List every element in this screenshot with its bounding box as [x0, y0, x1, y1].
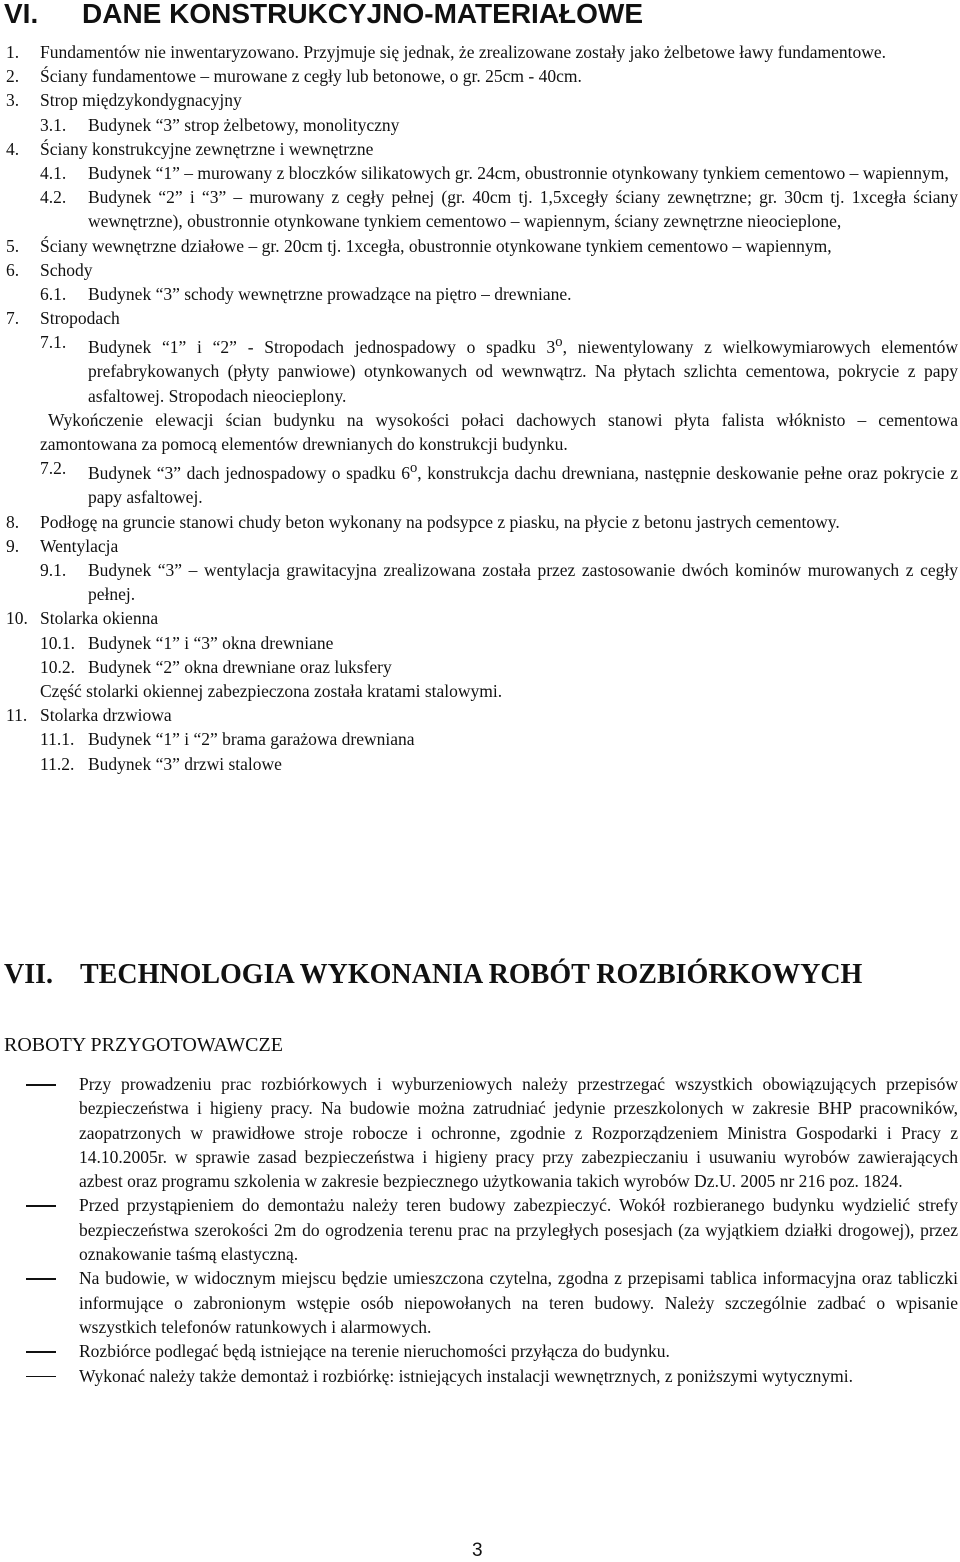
bullet-text: Rozbiórce podlegać będą istniejące na terenie nieruchomości przyłącza do budynku. [79, 1341, 670, 1362]
item-number: 1. [6, 42, 20, 62]
bullet-text: Na budowie, w widocznym miejscu będzie umieszczona czytelna, zgodna z przepisami tablica informacyjna oraz tabliczki informujące o zabronionym wstępie osób niepowołanych na teren budowy. Należy szczególnie zadbać o wpisanie wszystkich telefonów ratunkowych i alarmowych. [79, 1268, 958, 1337]
item-text: Strop międzykondygnacyjny [40, 90, 242, 111]
item-text: Ściany wewnętrzne działowe – gr. 20cm tj. 1xcegła, obustronnie otynkowane tynkiem cementowo – wapiennym, [40, 235, 832, 256]
bullet-text: Przed przystąpieniem do demontażu należy teren budowy zabezpieczyć. Wokół rozbieranego budynku wydzielić strefy bezpieczeństwa szerokości 2m do ogrodzenia terenu prac na przyległych posesjach (za wyjątkiem działki drogowej), przez oznakowanie taśmą elastyczną. [79, 1195, 958, 1265]
item-number: 4. [6, 138, 20, 159]
dash-bullet-icon [26, 1376, 56, 1378]
degree-superscript: o [409, 460, 418, 477]
item-text: Budynek “3” strop żelbetowy, monolityczny [88, 114, 400, 135]
item-text: Stolarka okienna [40, 608, 159, 629]
list-item [0, 306, 960, 330]
item-text: Stolarka drzwiowa [40, 705, 172, 726]
bullet-text: Przy prowadzeniu prac rozbiórkowych i wyburzeniowych należy przestrzegać wszystkich obowiązujących przepisów bezpieczeństwa i higieny pracy. Na budowie można zatrudniać jedynie przeszkolonych w zakresie BHP pracowników, zaopatrzonych w prawidłowe stroje robocze i ochronne, zgodnie z Rozporządzeniem Ministra Gospodarki i Pracy z 14.10.2005r. w sprawie zasad bezpieczeństwa i higieny pracy przy zabezpieczaniu i usuwaniu wyrobów zawierających azbest oraz programu szkolenia w zakresie bezpiecznego użytkowania takich wyrobów Dz.U. 2005 nr 216 poz. 1824. [79, 1074, 958, 1192]
item-number: 4.1. [40, 163, 67, 184]
item-text: Część stolarki okiennej zabezpieczona została kratami stalowymi. [40, 680, 503, 701]
list-item [0, 185, 960, 233]
item-text: Wentylacja [40, 535, 119, 556]
item-text: Podłogę na gruncie stanowi chudy beton wykonany na podsypce z piasku, na płycie z betonu jastrych cementowy. [40, 511, 840, 532]
list-item [0, 510, 960, 534]
page-number: 3 [472, 1540, 483, 1561]
section-number: VII. [4, 959, 54, 990]
bullet-item [0, 1266, 960, 1339]
item-number: 10.1. [40, 632, 75, 653]
bullet-item [0, 1364, 960, 1388]
item-text: Schody [40, 259, 93, 280]
item-number: 11.1. [40, 729, 75, 750]
list-item [0, 161, 960, 185]
bullet-item [0, 1193, 960, 1266]
item-number: 9. [6, 535, 20, 556]
dash-bullet-icon [26, 1278, 56, 1280]
section-heading-vii [4, 958, 862, 992]
item-text: Budynek “1” – murowany z bloczków silikatowych gr. 24cm, obustronnie otynkowany tynkiem cementowo – wapiennym, [88, 163, 949, 184]
section-number: VI. [4, 0, 39, 29]
item-text: Wykończenie elewacji ścian budynku na wysokości połaci dachowych stanowi płyta falista włóknisto – cementowa zamontowana za pomocą elementów drewnianych do konstrukcji budynku. [40, 409, 958, 455]
item-number: 10.2. [40, 656, 75, 677]
bullet-item [0, 1072, 960, 1193]
bullet-item [0, 1339, 960, 1363]
item-text: Fundamentów nie inwentaryzowano. Przyjmuje się jednak, że zrealizowane zostały jako żelbetowe ławy fundamentowe. [40, 42, 887, 62]
item-text: Stropodach [40, 308, 120, 329]
item-number: 4.2. [40, 187, 67, 208]
item-number: 3.1. [40, 114, 67, 135]
list-item [0, 88, 960, 112]
list-item [0, 234, 960, 258]
degree-superscript: o [555, 334, 563, 351]
item-number: 2. [6, 66, 20, 87]
item-number: 7. [6, 308, 20, 329]
item-text: Budynek “1” i “3” okna drewniane [88, 632, 334, 653]
list-item [0, 40, 960, 64]
list-item [0, 113, 960, 137]
section-title: TECHNOLOGIA WYKONANIA ROBÓT ROZBIÓRKOWYCH [80, 959, 863, 990]
list-item [0, 282, 960, 306]
item-text: Budynek “2” okna drewniane oraz luksfery [88, 656, 392, 677]
list-item [0, 727, 960, 751]
section-heading-vi [4, 0, 643, 30]
item-number: 7.2. [40, 458, 67, 479]
list-item [0, 137, 960, 161]
dash-bullet-icon [26, 1084, 56, 1086]
dash-bullet-icon [26, 1351, 56, 1353]
item-number: 3. [6, 90, 20, 111]
item-text: Budynek “1” i “2” brama garażowa drewniana [88, 729, 415, 750]
item-number: 11. [6, 705, 28, 726]
list-item [0, 534, 960, 558]
item-number: 9.1. [40, 559, 67, 580]
item-text: Budynek “3” – wentylacja grawitacyjna zrealizowana została przez zastosowanie dwóch kominów murowanych z cegły pełnej. [88, 559, 958, 605]
item-number: 8. [6, 511, 20, 532]
item-number: 11.2. [40, 753, 75, 774]
item-text: Budynek “3” schody wewnętrzne prowadzące na piętro – drewniane. [88, 284, 572, 305]
section-title: DANE KONSTRUKCYJNO-MATERIAŁOWE [82, 0, 644, 29]
list-item [0, 330, 960, 407]
construction-data-list [0, 40, 960, 776]
list-item [0, 456, 960, 509]
list-item [0, 631, 960, 655]
list-item [0, 752, 960, 776]
dash-bullet-icon [26, 1205, 56, 1207]
list-item [0, 606, 960, 630]
bullet-text: Wykonać należy także demontaż i rozbiórkę: istniejących instalacji wewnętrznych, z poniższymi wytycznymi. [79, 1365, 853, 1386]
item-number: 10. [6, 608, 28, 629]
item-number: 6. [6, 259, 20, 280]
item-text: Budynek “1” i “2” - Stropodach jednospadowy o spadku 3$^o$, niewentylowany z wielkowymiarowych elementów prefabrykowanych (płyty panwiowe) otynkowanych od wewnwątrz. Na płytach szlichta cementowa, pokrycie z papy asfaltowej. Stropodach nieocieplony. [88, 334, 958, 406]
item-text: Budynek “3” dach jednospadowy o spadku 6$^o$, konstrukcja dachu drewniana, następnie deskowanie pełne oraz pokrycie z papy asfaltowej. [88, 460, 958, 508]
list-paragraph [0, 408, 960, 456]
list-item [0, 558, 960, 606]
item-text: Ściany konstrukcyjne zewnętrzne i wewnętrzne [40, 138, 374, 159]
list-item [0, 703, 960, 727]
list-paragraph [0, 679, 960, 703]
item-number: 7.1. [40, 332, 67, 353]
item-text: Budynek “2” i “3” – murowany z cegły pełnej (gr. 40cm tj. 1,5xcegły ściany zewnętrzne; gr. 30cm tj. 1xcegła ściany wewnętrzne), obustronnie otynkowane tynkiem cementowo – wapiennym, ściany zewnętrzne nieocieplone, [88, 187, 958, 232]
preparatory-works-list [0, 1072, 960, 1388]
list-item [0, 258, 960, 282]
list-item [0, 64, 960, 88]
subsection-heading: ROBOTY PRZYGOTOWAWCZE [4, 1034, 283, 1056]
item-text: Budynek “3” drzwi stalowe [88, 753, 282, 774]
list-item [0, 655, 960, 679]
item-number: 5. [6, 235, 20, 256]
item-text: Ściany fundamentowe – murowane z cegły lub betonowe, o gr. 25cm - 40cm. [40, 66, 582, 87]
item-number: 6.1. [40, 284, 67, 305]
